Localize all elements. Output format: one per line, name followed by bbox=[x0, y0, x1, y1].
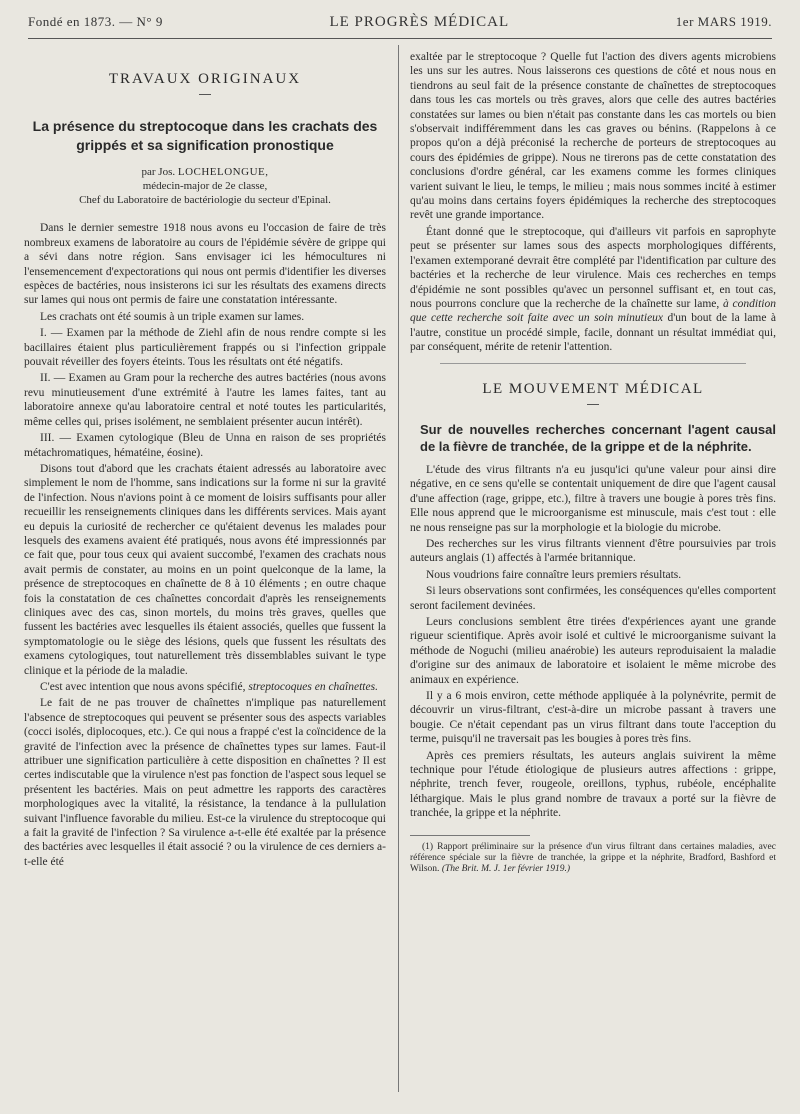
byline-par: par Jos. bbox=[141, 166, 176, 179]
journal-title: LE PROGRÈS MÉDICAL bbox=[329, 14, 510, 30]
paragraph: Disons tout d'abord que les crachats étaient adressés au laboratoire avec simplement le nom de l'homme, sans indications sur la forme ni sur la gravité de l'infection. Nous n'avions point à ce moment de loisirs suffisants pour aller recueillir les renseignements cliniques dans les différents services. Mais ayant eu depuis la curiosité de rechercher ce qu'étaient devenus les malades pour lesquels des examens avaient été pratiqués, nous avons été impressionnés par ce fait que, pour tous ceux qui avaient succombé, l'examen des crachats nous avait permis de constater, au moins en un point quelconque de la lame, la présence de streptocoques en chaînette de 8 à 10 éléments ; en outre chaque fois la constatation de ces chaînettes concordait d'après les renseignements cliniques avec des cas, sinon mortels, du moins très graves, quelles que fussent les bactéries avec lesquelles ils étaient associés, quelles que fussent la symptomatologie ou le siège des lésions, quels que fussent les résultats des examens cytologiques, tout naturellement très dissemblables suivant le type clinique et la période de la maladie. bbox=[24, 462, 386, 677]
paragraph: Les crachats ont été soumis à un triple examen sur lames. bbox=[40, 310, 305, 323]
text-run: C'est avec intention que nous avons spécifié, bbox=[40, 681, 246, 693]
italic-run: streptocoques en chaînettes. bbox=[248, 681, 378, 693]
paragraph: Dans le dernier semestre 1918 nous avons eu l'occasion de faire de très nombreux examens de laboratoire au cours de l'épidémie sévère de grippe qui a sévi dans notre région. Sans envisager ici les hémocultures ni l'ensemencement d'expectorations qui nous ont permis d'identifier les diverses espèces de bactéries, nous insisterons ici sur les résultats des examens directs sur lames qui nous ont permis de faire une constatation intéressante. bbox=[24, 222, 386, 307]
left-column bbox=[24, 50, 386, 871]
paragraph: Si leurs observations sont confirmées, les conséquences qu'elles comportent seront facilement devinées. bbox=[410, 585, 776, 612]
paragraph: exaltée par le streptocoque ? Quelle fut l'action des divers agents microbiens les uns sur les autres. Nous laisserons ces questions de côté et nous nous en tiendrons au seul fait de la présence constante de chaînettes de streptocoques dans tous les cas mortels ou très graves, alors que celle des autres bactéries constatées sur lames ou bien n'était pas constante dans les cas mortels ou bien s'observait indifféremment dans les cas graves ou bénins. (Rappelons à ce propos qu'on a déjà préconisé la recherche de porteurs de streptocoques au cours des épidémies de grippe). Nous ne tirerons pas de cette constatation des conclusions d'ordre général, car les examens comme les formes cliniques varient suivant le lieu, le temps, le milieu ; mais nous sommes incité à estimer qu'au moins dans certains foyers épidémiques la recherche des streptocoques revêt une grande importance. bbox=[410, 51, 776, 222]
paragraph: Nous voudrions faire connaître leurs premiers résultats. bbox=[426, 568, 682, 581]
column-divider bbox=[398, 45, 399, 1092]
paragraph bbox=[24, 680, 386, 694]
article-title-streptocoque: La présence du streptocoque dans les crachats des grippés et sa signification pronostique bbox=[32, 118, 378, 154]
paragraph: Il y a 6 mois environ, cette méthode appliquée à la polynévrite, permit de découvrir un virus-filtrant, c'est-à-dire un microbe passant à travers une bougie. Ce n'était cependant pas un virus filtrant dans toute l'acception du terme, puisqu'il ne traversait pas les bougies à pores très fins. bbox=[410, 690, 776, 746]
paragraph: II. — Examen au Gram pour la recherche des autres bactéries (nous avons revu minutieusement d'une extrémité à l'autre les lames faites, tant au laboratoire annexe qu'au laboratoire central et noté toutes les particularités, même celles qui, prises isolément, ne semblaient présenter aucun intérêt). bbox=[24, 372, 386, 428]
paragraph: Après ces premiers résultats, les auteurs anglais suivirent la même technique pour l'étude étiologique de plusieurs autres affections : grippe, néphrite, trench fever, rougeole, oreillons, typhus, rubéole, encéphalite léthargique. Mais le plus grand nombre de travaux a porté sur la fièvre de tranchée, la grippe et la néphrite. bbox=[410, 749, 776, 820]
byline bbox=[24, 165, 386, 207]
paragraph bbox=[410, 225, 776, 355]
header-left: Fondé en 1873. — N° 9 bbox=[28, 14, 163, 29]
italic-run: à condition que cette recherche soit faite avec un soin minutieux bbox=[410, 297, 776, 325]
header-rule bbox=[28, 38, 772, 39]
header-date: 1er MARS 1919. bbox=[675, 14, 772, 29]
paragraph: L'étude des virus filtrants n'a eu jusqu'ici qu'une valeur pour ainsi dire négative, en ce sens qu'elle se contentait uniquement de dire que l'agent causal d'une affection (rage, grippe, etc.), filtre à travers une bougie à pores très fins. Elle nous apprend que le microorganisme est minuscule, mais c'est tout : elle ne nous renseigne pas sur la morphologie et la biologie du microbe. bbox=[410, 463, 776, 534]
footnote-citation: (The Brit. M. J. 1er février 1919.) bbox=[441, 863, 571, 874]
title-dash bbox=[199, 94, 211, 95]
title-dash bbox=[587, 404, 599, 405]
paragraph: Le fait de ne pas trouver de chaînettes n'implique pas naturellement l'absence de streptocoques qui peuvent se présenter sous des aspects variables (cocci isolés, diplocoques, etc.). Ce qui nous a frappé c'est la coïncidence de la gravité de l'infection avec la présence de chaînettes types sur lames. Faut-il attribuer une signification particulière à cette disposition en chaînettes ? Il est certes indiscutable que la virulence n'est pas fonction de l'aspect sous lequel se présentent les bactéries. Mais on peut admettre les rapports des caractères morphologiques avec la vitalité, la résistance, la tendance à la pullulation suivant l'influence favorable du milieu. Est-ce la virulence du streptocoque qui a fait la gravité de l'infection ? Sa virulence a-t-elle été exaltée par la présence des bactéries avec lesquelles il était associé ? ou la virulence de ces derniers a-t-elle été bbox=[24, 697, 386, 868]
text-run: Étant donné que le streptocoque, qui d'ailleurs vit parfois en saprophyte peut se présenter sur lames sous des aspects morphologiques différents, l'examen extemporané devrait être complété par l'identification par culture des bactéries et la recherche de leur virulence. Mais ces recherches en temps d'épidémie ne sont possibles qu'avec un personnel suffisant et, en tout cas, nous pourrons conclure que la recherche de la chaînette sur lame, bbox=[410, 225, 776, 310]
author-name: LOCHELONGUE, bbox=[177, 166, 269, 179]
footnote bbox=[410, 842, 776, 875]
ornament-separator bbox=[440, 363, 746, 364]
section-title-mouvement: LE MOUVEMENT MÉDICAL bbox=[482, 380, 704, 397]
footnote-text: (1) Rapport préliminaire sur la présence d'un virus filtrant dans certaines maladies, avec référence spéciale sur la fièvre de tranchée, la grippe et la néphrite, Bradford, Bashford et Wilson. bbox=[410, 841, 776, 874]
paragraph: Leurs conclusions semblent être tirées d'expériences ayant une grande rigueur scientifique. Après avoir isolé et cultivé le microorganisme suivant la méthode de Noguchi (milieu anaérobie) les auteurs reproduisaient la maladie d'origine sur des animaux de laboratoire et isolaient le même microbe des animaux en expérience. bbox=[410, 616, 776, 686]
right-column bbox=[410, 50, 776, 877]
paragraph: Des recherches sur les virus filtrants viennent d'être poursuivies par trois auteurs anglais (1) affectés à l'armée britannique. bbox=[410, 537, 776, 565]
section-title-travaux: TRAVAUX ORIGINAUX bbox=[108, 71, 302, 87]
text-run: d'un bout de la lame à l'autre, constitue un procédé simple, facile, donnant un résultat immédiat qui, par conséquent, mérite de retenir l'attention. bbox=[410, 312, 777, 354]
article-title-recherches: Sur de nouvelles recherches concernant l'agent causal de la fièvre de tranchée, de la grippe et de la néphrite. bbox=[420, 421, 776, 454]
footnote-rule bbox=[410, 835, 530, 836]
author-role: médecin-major de 2e classe, bbox=[142, 180, 268, 193]
page-header bbox=[28, 14, 772, 36]
paragraph: III. — Examen cytologique (Bleu de Unna en raison de ses propriétés métachromatiques, hématéine, éosine). bbox=[24, 432, 386, 459]
author-lab: Chef du Laboratoire de bactériologie du secteur d'Epinal. bbox=[79, 194, 331, 207]
paragraph: I. — Examen par la méthode de Ziehl afin de nous rendre compte si les bacillaires étaient plus particulièrement frappés ou si l'infection grippale pouvait réveiller des foyers éteints. Tous les résultats ont été négatifs. bbox=[24, 327, 386, 369]
